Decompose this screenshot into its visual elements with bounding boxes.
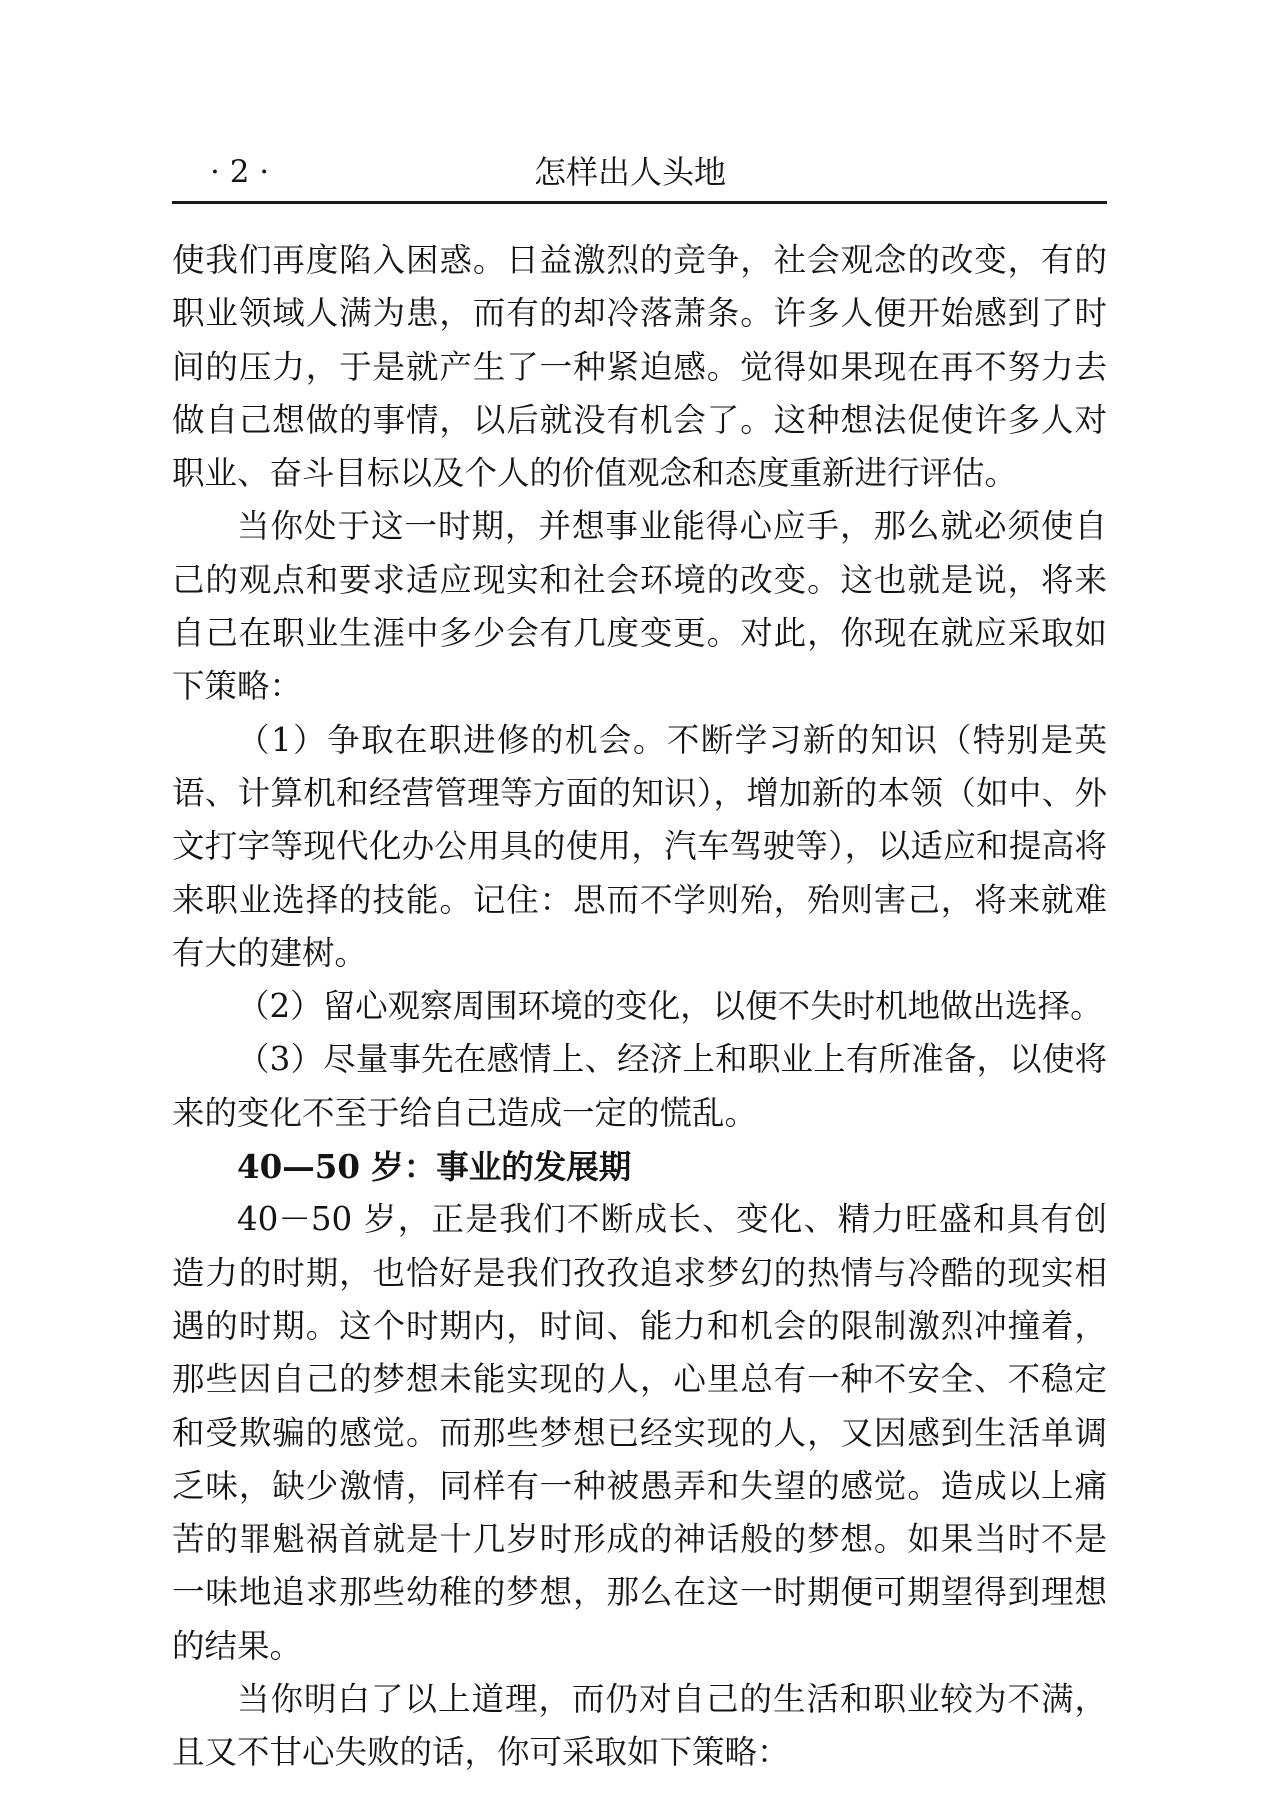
body-text <box>172 234 1107 1780</box>
list-item-strategy-3: （3）尽量事先在感情上、经济上和职业上有所准备，以使将来的变化不至于给自己造成一定的慌乱。 <box>172 1040 1107 1132</box>
page-header <box>172 140 1107 200</box>
paragraph-strategy-intro: 当你处于这一时期，并想事业能得心应手，那么就必须使自己的观点和要求适应现实和社会环境的改变。这也就是说，将来自己在职业生涯中多少会有几度变更。对此，你现在就应采取如下策略： <box>172 507 1107 706</box>
section-heading: 40—50 岁：事业的发展期 <box>237 1147 632 1187</box>
running-title: 怎样出人头地 <box>534 153 727 191</box>
page-number: · 2 · <box>210 154 270 190</box>
list-item-strategy-1: （1）争取在职进修的机会。不断学习新的知识（特别是英语、计算机和经营管理等方面的知识），增加新的本领（如中、外文打字等现代化办公用具的使用，汽车驾驶等），以适应和提高将来职业选择的技能。记住：思而不学则殆，殆则害己，将来就难有大的建树。 <box>172 720 1107 972</box>
paragraph-continuation: 使我们再度陷入困惑。日益激烈的竞争，社会观念的改变，有的职业领域人满为患，而有的却冷落萧条。许多人便开始感到了时间的压力，于是就产生了一种紧迫感。觉得如果现在再不努力去做自己想做的事情，以后就没有机会了。这种想法促使许多人对职业、奋斗目标以及个人的价值观念和态度重新进行评估。 <box>172 241 1107 493</box>
list-item-strategy-2: （2）留心观察周围环境的变化，以便不失时机地做出选择。 <box>237 987 1103 1026</box>
header-rule <box>172 201 1107 204</box>
paragraph-strategy-lead: 当你明白了以上道理，而仍对自己的生活和职业较为不满，且又不甘心失败的话，你可采取如下策略： <box>172 1680 1107 1772</box>
paragraph-development-period: 40－50 岁，正是我们不断成长、变化、精力旺盛和具有创造力的时期，也恰好是我们孜孜追求梦幻的热情与冷酷的现实相遇的时期。这个时期内，时间、能力和机会的限制激烈冲撞着，那些因自己的梦想未能实现的人，心里总有一种不安全、不稳定和受欺骗的感觉。而那些梦想已经实现的人，又因感到生活单调乏味，缺少激情，同样有一种被愚弄和失望的感觉。造成以上痛苦的罪魁祸首就是十几岁时形成的神话般的梦想。如果当时不是一味地追求那些幼稚的梦想，那么在这一时期便可期望得到理想的结果。 <box>172 1200 1107 1665</box>
